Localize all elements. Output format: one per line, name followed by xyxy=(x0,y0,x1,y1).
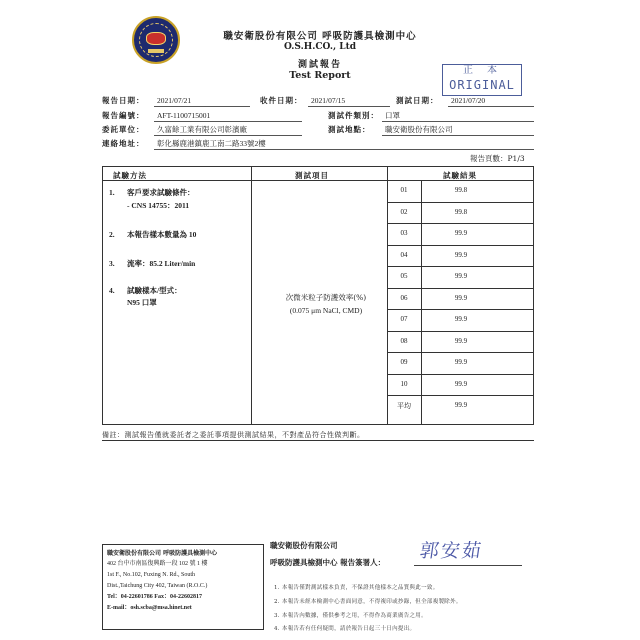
test-site-value: 職安衛股份有限公司 xyxy=(382,124,534,136)
page-number: 報告頁數：P1/3 xyxy=(470,154,525,163)
address-value: 彰化縣鹿港鎮鹿工南二路33號2樓 xyxy=(154,138,534,150)
address-line: 職安衛股份有限公司 呼吸防護具檢測中心 xyxy=(107,550,218,557)
info-row-address xyxy=(102,138,534,151)
sample-name-value: 口罩 xyxy=(382,110,534,122)
efficiency-value: 99.9 xyxy=(454,250,468,259)
requester-value: 久富餘工業有限公司彰濱廠 xyxy=(154,124,302,136)
sample-id: 01 xyxy=(400,186,408,194)
receive-date-value: 2021/07/15 xyxy=(308,95,390,107)
sample-id: 平均 xyxy=(397,402,411,410)
signature-underline xyxy=(414,565,522,566)
handwritten-signature: 郭安茹 xyxy=(418,540,485,562)
efficiency-value: 99.8 xyxy=(454,186,468,194)
sample-id: 03 xyxy=(400,229,408,237)
result-row-divider xyxy=(387,202,533,203)
address-line: Tel：04-22601786 Fax：04-22602817 xyxy=(107,594,202,600)
lab-address-box xyxy=(102,544,264,630)
report-date-value: 2021/07/21 xyxy=(154,95,250,107)
footnote-4: 4. 本報告若有任何疑問，請於報告日起三十日內提出。 xyxy=(274,626,416,632)
organization-name-en: O.S.H.CO., Ltd xyxy=(283,42,357,52)
footnote-1: 1. 本報告僅對測試樣本負責，不保證其他樣本之品質與此一致。 xyxy=(274,585,439,591)
test-site-label: 測試地點： xyxy=(328,125,371,134)
stamp-en: ORIGINAL xyxy=(449,78,515,92)
report-title-zh: 測試報告 xyxy=(297,60,342,70)
efficiency-value: 99.9 xyxy=(454,379,468,388)
result-row-divider xyxy=(387,223,533,224)
stamp-zh: 正本 xyxy=(463,65,511,76)
note-divider xyxy=(102,440,534,441)
sample-id: 08 xyxy=(400,336,408,345)
efficiency-value: 99.9 xyxy=(454,315,468,323)
test-item-name xyxy=(251,291,401,317)
result-row-divider xyxy=(387,331,533,332)
sample-id: 07 xyxy=(400,315,408,323)
condition-4-detail: N95 口罩 xyxy=(127,298,157,307)
requester-label: 委託單位： xyxy=(102,125,145,134)
signatory-label: 呼吸防護具檢測中心 報告簽署人： xyxy=(270,558,386,567)
address-line: Dist.,Taichung City 402, Taiwan (R.O.C.) xyxy=(107,583,208,589)
sample-id: 09 xyxy=(400,358,408,366)
test-date-value: 2021/07/20 xyxy=(448,95,534,107)
organization-name: 職安衛股份有限公司 呼吸防護具檢測中心 xyxy=(223,31,417,42)
sample-name-label: 測試件類別： xyxy=(328,111,379,120)
report-title-en: Test Report xyxy=(289,70,351,81)
result-row-divider xyxy=(387,266,533,267)
result-row-divider xyxy=(387,309,533,310)
address-line: E-mail：osh.scba@msa.hinet.net xyxy=(107,605,192,611)
report-date-label: 報告日期： xyxy=(102,96,145,105)
report-no-value: AFT-1100715001 xyxy=(154,110,302,122)
results-table xyxy=(102,166,534,425)
sample-id: 10 xyxy=(400,379,408,388)
footnote-3: 3. 本報告內數據，僅供參考之用，不得作為商業廣告之用。 xyxy=(274,613,427,619)
info-row-report xyxy=(102,110,534,123)
condition-1-detail: - CNS 14755：2011 xyxy=(127,201,190,210)
header-method: 試驗方法 xyxy=(113,171,147,180)
sample-id: 04 xyxy=(400,250,408,259)
original-stamp xyxy=(442,64,522,96)
receive-date-label: 收件日期： xyxy=(260,96,303,105)
result-row-divider xyxy=(387,288,533,289)
efficiency-value: 99.9 xyxy=(454,272,468,280)
condition-4: 4. 試驗樣本/型式： xyxy=(109,286,182,295)
result-row-divider xyxy=(387,352,533,353)
address-line: 1st F., No.102, Fuxing N. Rd., South xyxy=(107,572,196,578)
sample-id: 02 xyxy=(400,207,408,216)
address-line: 402 台中市南區復興路一段 102 號 1 樓 xyxy=(107,561,208,567)
condition-3: 3. 流率：85.2 Liter/min xyxy=(109,259,196,268)
result-row-divider xyxy=(387,245,533,246)
test-date-label: 測試日期： xyxy=(396,96,439,105)
efficiency-value: 99.9 xyxy=(454,293,468,302)
test-item-line1: 次微米粒子防護效率(%) xyxy=(285,293,367,302)
efficiency-value: 99.9 xyxy=(454,229,468,237)
sample-id: 06 xyxy=(400,293,408,302)
efficiency-value: 99.9 xyxy=(454,401,468,409)
condition-1: 1. 客戶要求試驗條件： xyxy=(109,188,195,197)
header-item: 測試項目 xyxy=(295,171,329,180)
condition-2: 2. 本報告樣本數量為 10 xyxy=(109,230,197,239)
efficiency-value: 99.9 xyxy=(454,336,468,345)
report-no-label: 報告編號： xyxy=(102,111,145,120)
address-label: 連絡地址： xyxy=(102,139,145,148)
result-row-divider xyxy=(387,374,533,375)
efficiency-value: 99.8 xyxy=(454,207,468,216)
signatory-org: 職安衛股份有限公司 xyxy=(270,541,338,550)
info-row-dates xyxy=(102,95,534,108)
report-note: 備註：測試報告僅就委託者之委託事項提供測試結果，不對產品符合性做判斷。 xyxy=(102,431,365,439)
header-result: 試驗結果 xyxy=(443,171,477,180)
test-item-line2: (0.075 μm NaCl, CMD) xyxy=(289,306,363,315)
result-row-divider xyxy=(387,395,533,396)
info-row-requester xyxy=(102,124,534,137)
efficiency-value: 99.9 xyxy=(454,358,468,366)
footnote-2: 2. 本報告未經本檢測中心書面同意，不得複印或抄錄，但全部複製除外。 xyxy=(274,599,462,605)
sample-id: 05 xyxy=(400,272,408,280)
